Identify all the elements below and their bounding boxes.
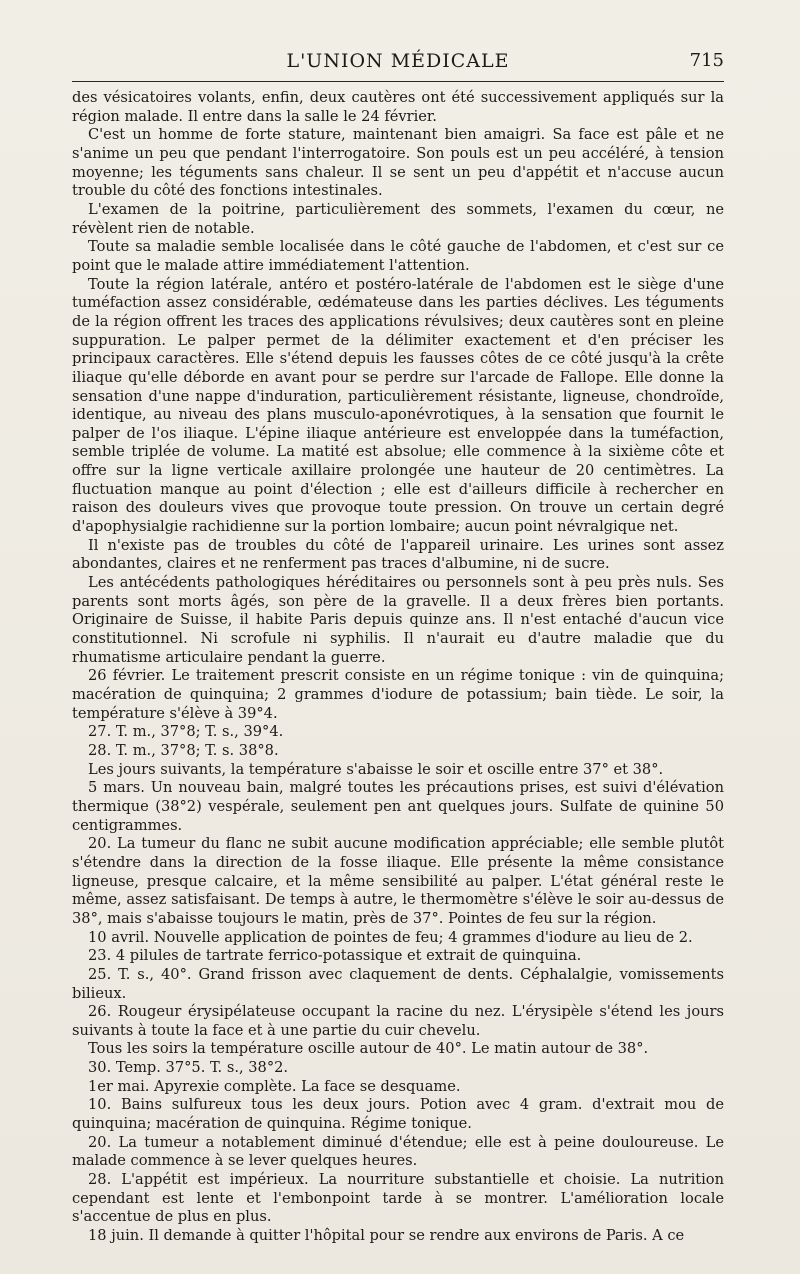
body-text: [72, 89, 724, 1246]
running-header: [72, 48, 724, 74]
paragraph: 20. La tumeur du flanc ne subit aucune modification appréciable; elle semble plutôt s'étendre dans la direction de la fosse iliaque. Elle présente la même consistance ligneuse, presque calcaire, et la même sensibilité au palper. L'état général reste le même, assez satisfaisant. De temps à autre, le thermomètre s'élève le soir au-dessus de 38°, mais s'abaisse toujours le matin, près de 37°. Pointes de feu sur la région.: [72, 835, 724, 927]
paragraph: 25. T. s., 40°. Grand frisson avec claquement de dents. Céphalalgie, vomissements bilieux.: [72, 965, 724, 1002]
paragraph: Les jours suivants, la température s'abaisse le soir et oscille entre 37° et 38°.: [88, 760, 664, 778]
paragraph: 30. Temp. 37°5. T. s., 38°2.: [88, 1059, 289, 1077]
paragraph: 28. L'appétit est impérieux. La nourriture substantielle et choisie. La nutrition cependant est lente et l'embonpoint tarde à se montrer. L'amélioration locale s'accentue de plus en plus.: [72, 1171, 724, 1226]
paragraph: Toute la région latérale, antéro et postéro-latérale de l'abdomen est le siège d'une tuméfaction assez considérable, œdémateuse dans les parties déclives. Les téguments de la région offrent les traces des applications révulsives; deux cautères sont en pleine suppuration. Le palper permet de la délimiter exactement et d'en préciser les principaux caractères. Elle s'étend depuis les fausses côtes de ce côté jusqu'à la crête iliaque qu'elle déborde en avant pour se perdre sur l'arcade de Fallope. Elle donne la sensation d'une nappe d'induration, particulièrement résistante, ligneuse, chondroïde, identique, au niveau des plans musculo-aponévrotiques, à la sensation que fournit le palper de l'os iliaque. L'épine iliaque antérieure est enveloppée dans la tuméfaction, semble triplée de volume. La matité est absolue; elle commence à la sixième côte et offre sur la ligne verticale axillaire prolongée une hauteur de 20 centimètres. La fluctuation manque au point d'élection ; elle est d'ailleurs difficile à rechercher en raison des douleurs vives que provoque toute pression. On trouve un certain degré d'apophysialgie rachidienne sur la portion lombaire; aucun point névralgique net.: [72, 275, 724, 536]
paragraph: L'examen de la poitrine, particulièrement des sommets, l'examen du cœur, ne révèlent rien de notable.: [72, 200, 724, 237]
paragraph: C'est un homme de forte stature, maintenant bien amaigri. Sa face est pâle et ne s'anime un peu que pendant l'interrogatoire. Son pouls est un peu accéléré, à tension moyenne; les téguments sans chaleur. Il se sent un peu d'appétit et n'accuse aucun trouble du côté des fonctions intestinales.: [72, 126, 724, 200]
paragraph: des vésicatoires volants, enfin, deux cautères ont été successivement appliqués sur la région malade. Il entre dans la salle le 24 février.: [72, 89, 724, 125]
paragraph: 10 avril. Nouvelle application de pointes de feu; 4 grammes d'iodure au lieu de 2.: [88, 928, 693, 946]
paragraph: 26 février. Le traitement prescrit consiste en un régime tonique : vin de quinquina; macération de quinquina; 2 grammes d'iodure de potassium; bain tiède. Le soir, la température s'élève à 39°4.: [72, 667, 724, 722]
paragraph: 10. Bains sulfureux tous les deux jours. Potion avec 4 gram. d'extrait mou de quinquina; macération de quinquina. Régime tonique.: [72, 1096, 724, 1133]
header-rule: [72, 81, 724, 82]
paragraph: 23. 4 pilules de tartrate ferrico-potassique et extrait de quinquina.: [88, 947, 582, 965]
paragraph: 26. Rougeur érysipélateuse occupant la racine du nez. L'érysipèle s'étend les jours suivants à toute la face et à une partie du cuir chevelu.: [72, 1003, 724, 1039]
paragraph: 27. T. m., 37°8; T. s., 39°4.: [88, 723, 284, 741]
paragraph: 1er mai. Apyrexie complète. La face se desquame.: [88, 1077, 461, 1095]
paragraph: 18 juin. Il demande à quitter l'hôpital pour se rendre aux environs de Paris. A ce: [88, 1227, 685, 1245]
paragraph: Les antécédents pathologiques héréditaires ou personnels sont à peu près nuls. Ses parents sont morts âgés, son père de la gravelle. Il a deux frères bien portants. Originaire de Suisse, il habite Paris depuis quinze ans. Il n'est entaché d'aucun vice constitutionnel. Ni scrofule ni syphilis. Il n'aurait eu d'autre maladie que du rhumatisme articulaire pendant la guerre.: [72, 574, 724, 666]
paragraph: 28. T. m., 37°8; T. s. 38°8.: [88, 741, 279, 759]
paragraph: 5 mars. Un nouveau bain, malgré toutes les précautions prises, est suivi d'élévation thermique (38°2) vespérale, seulement pen ant quelques jours. Sulfate de quinine 50 centigrammes.: [72, 779, 724, 834]
paragraph: Tous les soirs la température oscille autour de 40°. Le matin autour de 38°.: [88, 1040, 649, 1058]
journal-title: L'UNION MÉDICALE: [286, 50, 510, 72]
page-number: 715: [689, 50, 724, 71]
paragraph: Il n'existe pas de troubles du côté de l'appareil urinaire. Les urines sont assez abondantes, claires et ne renferment pas traces d'albumine, ni de sucre.: [72, 536, 724, 573]
paragraph: 20. La tumeur a notablement diminué d'étendue; elle est à peine douloureuse. Le malade commence à se lever quelques heures.: [72, 1133, 724, 1170]
paragraph: Toute sa maladie semble localisée dans le côté gauche de l'abdomen, et c'est sur ce point que le malade attire immédiatement l'attention.: [72, 238, 724, 274]
